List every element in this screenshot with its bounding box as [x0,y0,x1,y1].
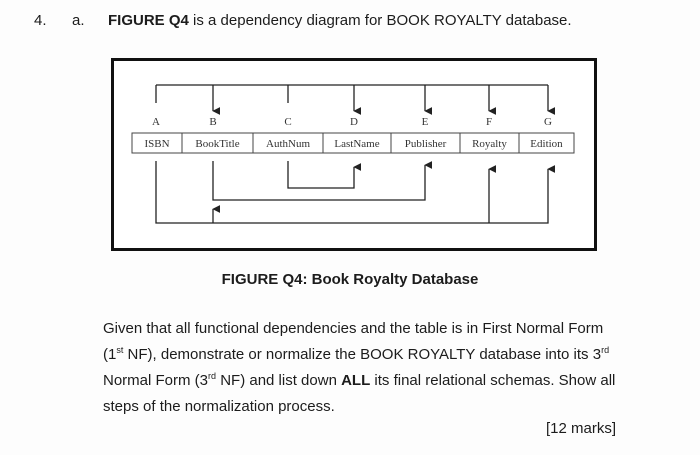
letter-a: A [152,116,160,128]
letter-f: F [485,116,493,128]
question-lead [108,12,572,29]
attr-isbn: ISBN [144,138,170,150]
letter-d: D [350,116,358,128]
letter-g: G [544,116,552,128]
attr-royalty: Royalty [472,138,507,150]
booktitle-to-publisher-line [213,161,425,200]
paragraph-line-2: (1st NF), demonstrate or normalize the BOOK ROYALTY database into its 3rd [103,345,610,363]
paragraph-line-3: Normal Form (3rd NF) and list down ALL its final relational schemas. Show all [103,371,616,389]
attr-authnum: AuthNum [266,138,310,150]
figure-reference: FIGURE Q4 [108,12,189,29]
dependency-diagram-frame [111,58,597,251]
figure-caption: FIGURE Q4: Book Royalty Database [221,271,479,288]
marks-label: [12 marks] [545,420,616,437]
letter-b: B [209,116,217,128]
attr-edition: Edition [530,138,563,150]
question-number: 4. [34,12,47,29]
attr-lastname: LastName [334,138,380,150]
attr-booktitle: BookTitle [195,138,240,150]
letter-e: E [421,116,429,128]
attr-publisher: Publisher [404,138,447,150]
attribute-row [132,133,574,153]
question-paragraph [103,316,643,420]
paragraph-line-4: steps of the normalization process. [103,398,335,415]
question-lead-text: is a dependency diagram for BOOK ROYALTY database. [188,12,572,29]
authnum-to-lastname-line [288,161,354,188]
paragraph-line-1: Given that all functional dependencies and the table is in First Normal Form [103,320,604,337]
letter-c: C [284,116,292,128]
dependency-diagram [114,61,594,248]
question-part: a. [72,12,85,29]
